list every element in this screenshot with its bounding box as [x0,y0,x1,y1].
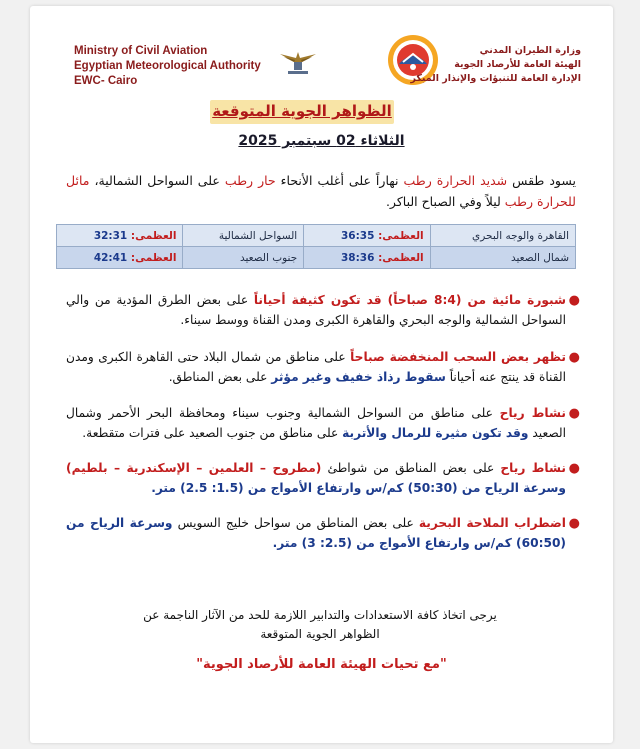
region-name: القاهرة والوجه البحري [430,225,575,247]
temperature-value: 38:36 [341,251,375,264]
phenomenon-highlight: شبورة مائية من (8:4 صباحاً) قد تكون كثيفة أحياناً [253,293,566,307]
phenomenon-text: على مناطق من جنوب الصعيد على فترات متقطعة. [82,425,343,440]
list-item [66,459,580,498]
list-item [66,404,580,443]
temperature-table [56,224,576,269]
title-banner [210,100,394,124]
phenomenon-text: على بعض المناطق من شواطئ [321,461,501,475]
list-item [66,514,580,553]
header-ar-line: الإدارة العامة للتنبؤات والإنذار المبكر [410,73,581,84]
list-item [66,348,580,387]
phenomenon-text: على بعض المناطق من سواحل خليج السويس [172,516,419,530]
forecast-date: الثلاثاء 02 سبتمبر 2025 [238,133,405,149]
intro-highlight: حار رطب [224,173,276,188]
closing-line: يرجى اتخاذ كافة الاستعدادات والتدابير اللازمة للحد من الآثار الناجمة عن [143,608,497,622]
region-name: جنوب الصعيد [183,247,304,269]
phenomenon-highlight: تظهر بعض السحب المنخفضة صباحاً [350,350,567,364]
phenomenon-text: على بعض الطرق المؤدية من والي السواحل الشمالية والوجه البحري والقاهرة الكبرى ومدن القناة ووسط سيناء. [66,293,566,327]
temperature-row [57,247,576,269]
phenomenon-text: على مناطق من السواحل الشمالية وجنوب سيناء ومحافظة البحر الأحمر وشمال الصعيد [66,406,566,440]
bullet-icon: ● [568,293,580,308]
phenomenon-highlight: نشاط رياح [500,461,566,475]
max-temperature [57,225,183,247]
closing-line: الظواهر الجوية المتوقعة [260,627,380,641]
max-temperature [304,225,430,247]
phenomenon-text: على بعض المناطق. [168,369,272,384]
max-temperature [304,247,430,269]
intro-text: على السواحل الشمالية، [89,173,225,188]
bulletin-page [30,6,613,743]
temperature-value: 36:35 [341,229,375,242]
header-arabic [410,44,581,86]
header-en-line: Egyptian Meteorological Authority [74,60,261,72]
bullet-icon: ● [568,516,580,531]
intro-text: يسود طقس [507,173,577,188]
page-title: الظواهر الجوية المتوقعة [212,102,392,120]
max-label: العظمى: [378,229,424,242]
intro-paragraph [66,170,576,212]
temperature-value: 32:31 [93,229,128,242]
intro-highlight: مائل للحرارة رطب [66,173,576,209]
max-temperature [57,247,183,269]
intro-text: نهاراً على أغلب الأنحاء [275,173,404,188]
header-ar-line: الهيئة العامة للأرصاد الجوية [454,59,581,70]
bullet-icon: ● [568,461,580,476]
temperature-value: 42:41 [93,251,128,264]
civil-aviation-emblem-icon [278,44,318,78]
phenomena-list [66,291,580,553]
greeting: "مع تحيات الهيئة العامة للأرصاد الجوية" [196,657,447,672]
phenomenon-detail: وسرعة الرياح من (50:30) كم/س وارتفاع الأمواج من (1.5: 2.5) متر. [151,480,566,495]
max-label: العظمى: [378,251,424,264]
max-label: العظمى: [130,251,177,264]
phenomenon-text: على مناطق من شمال البلاد حتى القاهرة الكبرى ومدن القناة قد ينتج عنه أحياناً [66,350,566,384]
phenomenon-highlight: (مطروح – العلمين – الإسكندرية – بلطيم) [66,461,322,475]
closing-note [110,606,530,644]
header-english [74,44,261,89]
max-label: العظمى: [130,229,177,242]
header-en-line: Ministry of Civil Aviation [74,45,208,57]
bullet-icon: ● [568,350,580,365]
bullet-icon: ● [568,406,580,421]
phenomenon-highlight: اضطراب الملاحة البحرية [418,516,566,530]
region-name: شمال الصعيد [430,247,575,269]
temperature-row [57,225,576,247]
intro-highlight: شديد الحرارة رطب [403,173,508,188]
list-item [66,291,580,330]
phenomenon-detail: وسرعة الرياح من (60:50) كم/س وارتفاع الأمواج من (2.5: 3) متر. [66,516,566,550]
phenomenon-detail: سقوط رذاذ خفيف وغير مؤثر [271,369,446,384]
header-en-line: EWC- Cairo [74,75,138,87]
intro-text: ليلاً وفي الصباح الباكر. [385,194,505,209]
phenomenon-detail: وقد تكون مثيرة للرمال والأتربة [342,425,529,440]
phenomenon-highlight: نشاط رياح [499,406,566,420]
region-name: السواحل الشمالية [183,225,304,247]
header-ar-line: وزارة الطيران المدني [479,45,581,56]
